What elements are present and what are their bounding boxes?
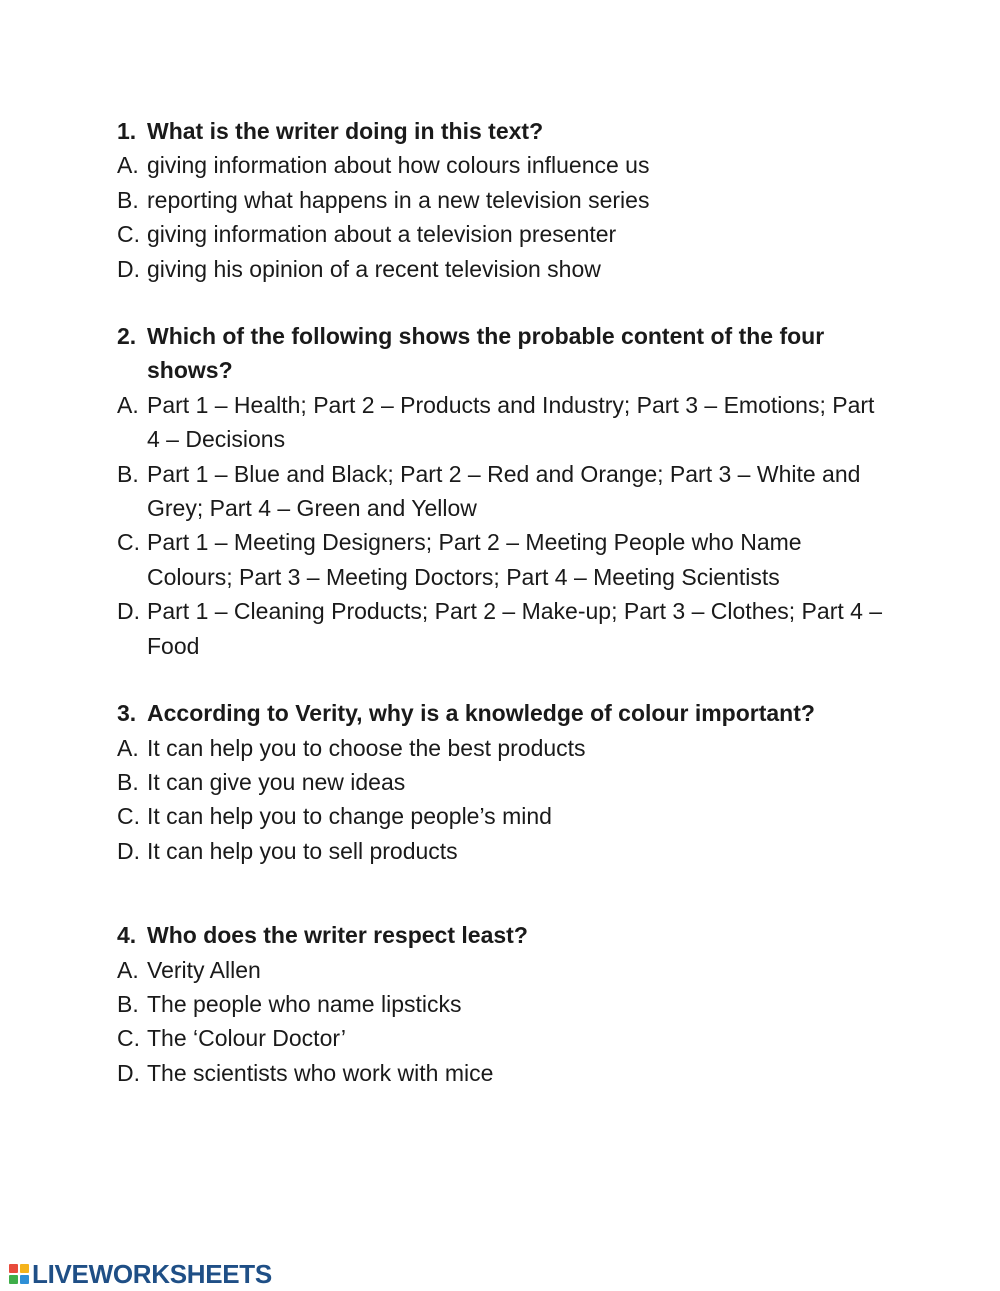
- answer-option-a: [117, 388, 887, 457]
- logo-text: LIVEWORKSHEETS: [32, 1258, 272, 1289]
- option-text: giving his opinion of a recent television show: [147, 255, 601, 282]
- answer-option-c: [117, 525, 887, 594]
- answer-option-b: [117, 183, 887, 217]
- option-text: giving information about a television presenter: [147, 221, 617, 248]
- option-letter: D.: [117, 1059, 140, 1086]
- answer-option-b: [117, 457, 887, 526]
- option-text: Part 1 – Blue and Black; Part 2 – Red and Orange; Part 3 – White and Grey; Part 4 – Green and Yellow: [147, 460, 861, 522]
- question-number: 2.: [117, 323, 137, 350]
- option-letter: C.: [117, 803, 140, 830]
- question-1: [117, 114, 887, 286]
- answer-option-a: [117, 731, 887, 765]
- question-stem: [117, 114, 887, 148]
- answer-option-c: [117, 799, 887, 833]
- question-3: [117, 696, 887, 868]
- option-text: reporting what happens in a new television series: [147, 186, 650, 213]
- question-stem: [117, 696, 887, 730]
- option-letter: A.: [117, 734, 139, 761]
- question-number: 1.: [117, 118, 137, 144]
- answer-option-a: [117, 953, 887, 987]
- answer-option-d: [117, 1056, 887, 1090]
- answer-option-b: [117, 987, 887, 1021]
- answer-option-b: [117, 765, 887, 799]
- option-text: It can give you new ideas: [147, 768, 406, 795]
- answer-option-c: [117, 1021, 887, 1055]
- option-text: Part 1 – Meeting Designers; Part 2 – Meeting People who Name Colours; Part 3 – Meeting Doctors; Part 4 – Meeting Scientists: [147, 529, 802, 590]
- answer-option-d: [117, 594, 887, 663]
- option-text: The people who name lipsticks: [147, 990, 462, 1017]
- question-text: What is the writer doing in this text?: [147, 118, 544, 144]
- option-text: Part 1 – Health; Part 2 – Products and Industry; Part 3 – Emotions; Part 4 – Decisions: [147, 391, 875, 453]
- option-text: giving information about how colours influence us: [147, 152, 650, 179]
- option-letter: A.: [117, 391, 139, 418]
- answer-option-d: [117, 834, 887, 868]
- logo-square: [20, 1275, 29, 1284]
- logo-square: [9, 1264, 18, 1273]
- option-letter: C.: [117, 221, 140, 248]
- option-letter: D.: [117, 598, 140, 625]
- question-number: 3.: [117, 700, 137, 727]
- option-letter: B.: [117, 186, 139, 213]
- worksheet: [117, 114, 887, 1090]
- logo-square: [9, 1275, 18, 1284]
- option-text: It can help you to change people’s mind: [147, 803, 552, 830]
- question-2: [117, 319, 887, 663]
- question-text: Which of the following shows the probable content of the four shows?: [147, 323, 825, 384]
- option-letter: B.: [117, 990, 139, 1017]
- question-number: 4.: [117, 922, 137, 949]
- answer-option-a: [117, 148, 887, 182]
- option-letter: A.: [117, 956, 139, 983]
- question-stem: [117, 918, 887, 952]
- option-letter: B.: [117, 768, 139, 795]
- option-letter: A.: [117, 152, 139, 179]
- option-text: Verity Allen: [147, 956, 261, 983]
- logo-square: [20, 1264, 29, 1273]
- option-letter: C.: [117, 1025, 140, 1052]
- question-text: Who does the writer respect least?: [147, 922, 528, 949]
- option-text: It can help you to choose the best products: [147, 734, 586, 761]
- option-text: The ‘Colour Doctor’: [147, 1025, 346, 1052]
- liveworksheets-logo[interactable]: [9, 1260, 272, 1288]
- question-stem: [117, 319, 887, 388]
- question-text: According to Verity, why is a knowledge of colour important?: [147, 700, 815, 727]
- option-letter: D.: [117, 255, 140, 282]
- option-letter: C.: [117, 529, 140, 556]
- option-text: It can help you to sell products: [147, 837, 458, 864]
- option-text: The scientists who work with mice: [147, 1059, 494, 1086]
- option-letter: D.: [117, 837, 140, 864]
- answer-option-d: [117, 252, 887, 286]
- option-text: Part 1 – Cleaning Products; Part 2 – Make-up; Part 3 – Clothes; Part 4 – Food: [147, 598, 883, 659]
- answer-option-c: [117, 217, 887, 251]
- logo-mark-icon: [9, 1264, 29, 1284]
- question-4: [117, 918, 887, 1090]
- option-letter: B.: [117, 460, 139, 487]
